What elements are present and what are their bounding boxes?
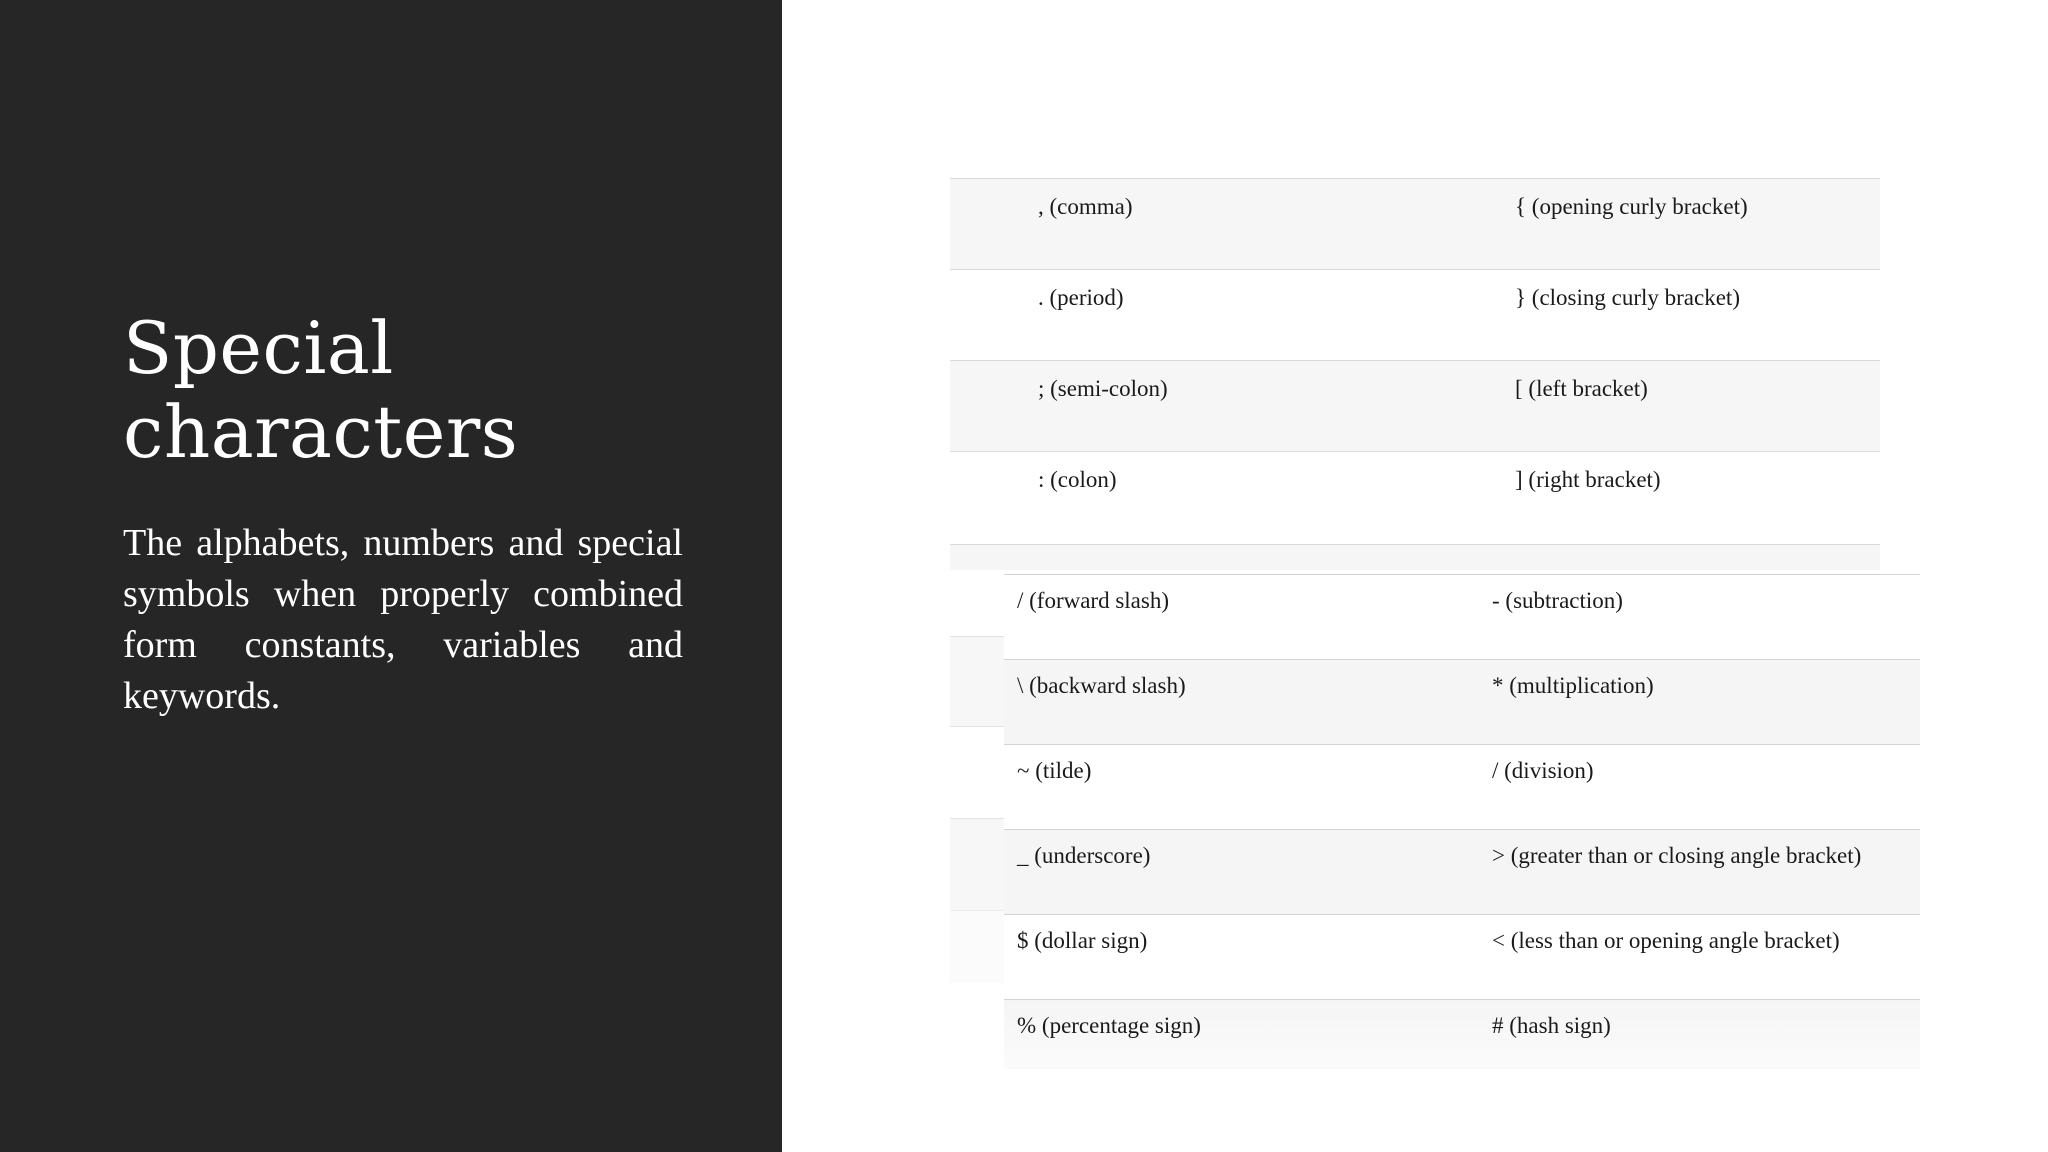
table-cell: \ (backward slash) <box>1017 673 1186 698</box>
table-row <box>1004 829 1920 914</box>
special-characters-table-image-2 <box>1004 574 1920 1072</box>
table-row <box>950 269 1880 360</box>
table-cell: , (comma) <box>1038 194 1133 219</box>
table-row <box>950 178 1880 269</box>
table-cell: _ (underscore) <box>1017 843 1151 868</box>
table-cell: [ (left bracket) <box>1515 376 1648 401</box>
table-row <box>1004 659 1920 744</box>
table-row <box>1004 914 1920 999</box>
table-cell: / (forward slash) <box>1017 588 1170 613</box>
table-cell: > (greater than or closing angle bracket) <box>1492 843 1862 868</box>
table-cell: } (closing curly bracket) <box>1515 285 1740 310</box>
table-row-edge <box>950 910 1004 983</box>
table-cell: # (hash sign) <box>1492 1013 1611 1038</box>
table-cell: / (division) <box>1492 758 1594 783</box>
table-row <box>950 360 1880 451</box>
table-row <box>1004 999 1920 1069</box>
slide-body: The alphabets, numbers and special symbols when properly combined form constants, variables and keywords. <box>123 522 683 717</box>
slide-title: Special characters <box>123 306 519 474</box>
table-row-edge <box>950 726 1004 819</box>
table-cell: ] (right bracket) <box>1515 467 1661 492</box>
table-cell: ~ (tilde) <box>1017 758 1092 783</box>
special-characters-table-image-1 <box>950 178 1880 570</box>
table-cell: % (percentage sign) <box>1017 1013 1201 1038</box>
table-cell: $ (dollar sign) <box>1017 928 1148 953</box>
table-cell: - (subtraction) <box>1492 588 1623 613</box>
table-cell: { (opening curly bracket) <box>1515 194 1748 219</box>
table-cell: < (less than or opening angle bracket) <box>1492 928 1840 953</box>
table-cell: . (period) <box>1038 285 1124 310</box>
table-row-edge <box>950 636 1004 727</box>
table-row <box>950 451 1880 542</box>
table-cell: : (colon) <box>1038 467 1117 492</box>
table-cell: ; (semi-colon) <box>1038 376 1168 401</box>
table-row-edge <box>950 818 1004 911</box>
table-row-cut-off <box>950 544 1880 570</box>
table-row <box>1004 744 1920 829</box>
table-row <box>1004 574 1920 659</box>
left-panel <box>0 0 782 1152</box>
table-cell: * (multiplication) <box>1492 673 1654 698</box>
